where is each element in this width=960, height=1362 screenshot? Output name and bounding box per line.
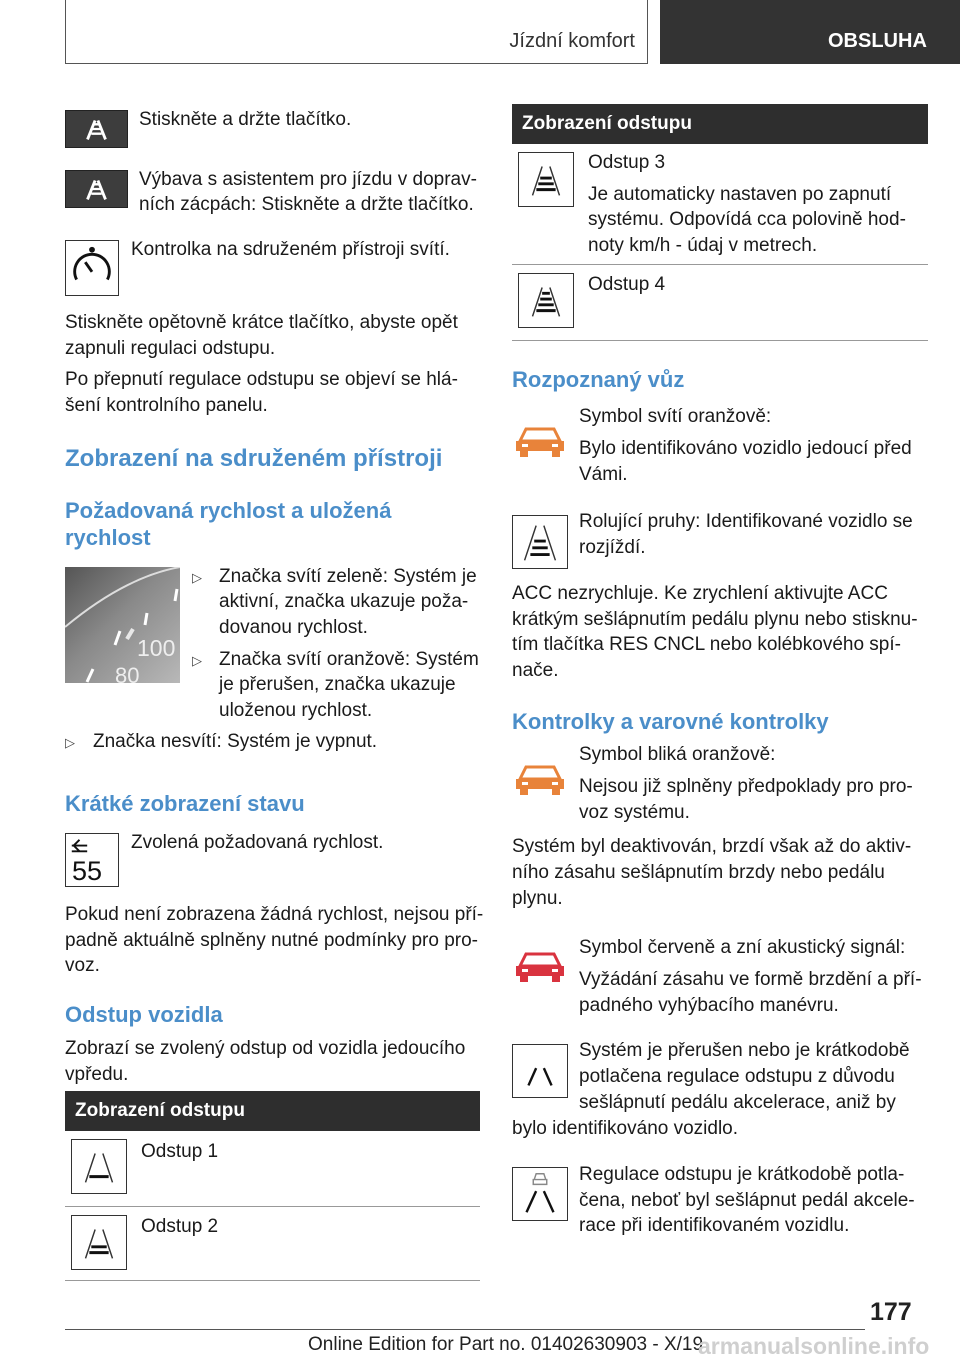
distance-4-icon (518, 273, 574, 328)
speedometer-icon (65, 240, 119, 296)
paragraph: Stiskněte a držte tlačítko. (139, 109, 352, 130)
gauge-label-100: 100 (137, 635, 176, 661)
paragraph: rozjíždí. (579, 537, 646, 558)
traffic-jam-assist-button-icon (65, 170, 128, 208)
bullet-triangle: ▷ (192, 570, 202, 585)
rolling-lanes-icon (512, 515, 568, 569)
paragraph: Pokud není zobrazena žádná rychlost, nejsou pří- (65, 904, 484, 925)
table-row-label: Odstup 2 (141, 1216, 219, 1237)
paragraph: Nejsou již splněny předpoklady pro pro- (579, 776, 913, 797)
bullet-triangle: ▷ (65, 735, 75, 750)
paragraph: Po přepnutí regulace odstupu se objeví se hlá- (65, 369, 458, 390)
table-row-label: Odstup 3 (588, 152, 666, 173)
paragraph: Regulace odstupu je krátkodobě potla- (579, 1164, 905, 1185)
paragraph: ACC nezrychluje. Ke zrychlení aktivujte ACC (512, 583, 888, 604)
paragraph: padně aktuálně splněny nutné podmínky pro pro- (65, 930, 478, 951)
bullet-text: je přerušen, značka ukazuje (219, 674, 456, 695)
paragraph: Vámi. (579, 464, 628, 485)
header-chapter-tab (660, 0, 960, 64)
paragraph: potlačena regulace odstupu z důvodu (579, 1066, 895, 1087)
paragraph: plynu. (512, 888, 563, 909)
distance-2-icon (71, 1215, 127, 1270)
paragraph: krátkým sešlápnutím pedálu plynu nebo stisknu- (512, 609, 918, 630)
bullet-text: Značka nesvítí: Systém je vypnut. (93, 731, 378, 752)
paragraph: padného vyhýbacího manévru. (579, 995, 839, 1016)
bullet-text: aktivní, značka ukazuje poža- (219, 591, 469, 612)
paragraph: Stiskněte opětovně krátce tlačítko, abyste opět (65, 312, 458, 333)
distance-1-icon (71, 1139, 127, 1194)
bullet-text: uloženou rychlost. (219, 700, 373, 721)
table-row-divider (512, 264, 928, 265)
distance-table-header: Zobrazení odstupu (512, 104, 928, 144)
paragraph: voz systému. (579, 802, 690, 823)
paragraph: Vyžádání zásahu ve formě brzdění a pří- (579, 969, 922, 990)
heading-vehicle-distance: Odstup vozidla (65, 1002, 223, 1027)
table-row-label: Odstup 1 (141, 1141, 219, 1162)
footer-edition: Online Edition for Part no. 01402630903 - X/19 (308, 1334, 704, 1355)
table-row-divider (65, 1206, 480, 1207)
heading-cluster-display: Zobrazení na sdruženém přístroji (65, 445, 443, 472)
paragraph: vpředu. (65, 1064, 129, 1085)
paragraph: čena, neboť byl sešlápnut pedál akcele- (579, 1190, 915, 1211)
footer-watermark: armanualsonline.info (698, 1333, 930, 1359)
heading-desired-speed: Požadovaná rychlost a uložená (65, 498, 392, 523)
paragraph: sešlápnutí pedálu akcelerace, aniž by (579, 1092, 896, 1113)
paragraph: bylo identifikováno vozidlo. (512, 1118, 739, 1139)
speed-55-icon (65, 833, 119, 887)
paragraph: Systém je přerušen nebo je krátkodobě (579, 1040, 910, 1061)
paragraph: nače. (512, 660, 559, 681)
header-section-title: Jízdní komfort (509, 30, 635, 52)
speed-55-label: 55 (72, 856, 103, 886)
gauge-label-80: 80 (115, 663, 140, 683)
table-bottom-rule (65, 1280, 480, 1281)
paragraph: ních zácpách: Stiskněte a držte tlačítko. (139, 194, 474, 215)
paragraph: zapnuli regulaci odstupu. (65, 338, 276, 359)
red-car-icon (512, 946, 568, 986)
orange-car-blinking-icon (512, 759, 568, 799)
paragraph: Bylo identifikováno vozidlo jedoucí před (579, 438, 912, 459)
table-bottom-rule (512, 340, 928, 341)
paragraph: Kontrolka na sdruženém přístroji svítí. (131, 239, 450, 260)
heading-status-display: Krátké zobrazení stavu (65, 791, 305, 816)
paragraph: Symbol červeně a zní akustický signál: (579, 937, 906, 958)
distance-table-header: Zobrazení odstupu (65, 1091, 480, 1131)
page-number: 177 (870, 1298, 912, 1326)
paragraph: Rolující pruhy: Identifikované vozidlo se (579, 511, 913, 532)
table-row-text: Je automaticky nastaven po zapnutí (588, 184, 892, 205)
distance-3-icon (518, 152, 574, 207)
paragraph: race při identifikovaném vozidlu. (579, 1215, 850, 1236)
acc-suppressed-car-icon (512, 1167, 568, 1221)
paragraph: tím tlačítka RES CNCL nebo kolébkového spí- (512, 634, 901, 655)
paragraph: Zvolená požadovaná rychlost. (131, 832, 384, 853)
speedometer-gauge-image (65, 567, 180, 683)
paragraph: Systém byl deaktivován, brzdí však až do aktiv- (512, 836, 912, 857)
paragraph: Zobrazí se zvolený odstup od vozidla jedoucího (65, 1038, 466, 1059)
paragraph: ního zásahu sešlápnutím brzdy nebo pedálu (512, 862, 885, 883)
paragraph: voz. (65, 955, 100, 976)
paragraph: Symbol svítí oranžově: (579, 406, 772, 427)
heading-detected-vehicle: Rozpoznaný vůz (512, 367, 685, 392)
acc-button-icon (65, 110, 128, 148)
heading-indicator-warning-lights: Kontrolky a varovné kontrolky (512, 709, 829, 734)
bullet-text: Značka svítí oranžově: Systém (219, 649, 479, 670)
paragraph: Symbol bliká oranžově: (579, 744, 776, 765)
bullet-text: Značka svítí zeleně: Systém je (219, 566, 477, 587)
orange-car-icon (512, 421, 568, 461)
acc-interrupted-icon (512, 1044, 568, 1098)
paragraph: šení kontrolního panelu. (65, 395, 268, 416)
paragraph: Výbava s asistentem pro jízdu v doprav- (139, 169, 477, 190)
header-chapter-title: OBSLUHA (828, 30, 927, 52)
table-row-text: noty km/h - údaj v metrech. (588, 235, 818, 256)
bullet-text: dovanou rychlost. (219, 617, 368, 638)
footer-rule (65, 1329, 865, 1330)
heading-desired-speed: rychlost (65, 525, 151, 550)
table-row-label: Odstup 4 (588, 274, 666, 295)
bullet-triangle: ▷ (192, 653, 202, 668)
table-row-text: systému. Odpovídá cca polovině hod- (588, 209, 906, 230)
